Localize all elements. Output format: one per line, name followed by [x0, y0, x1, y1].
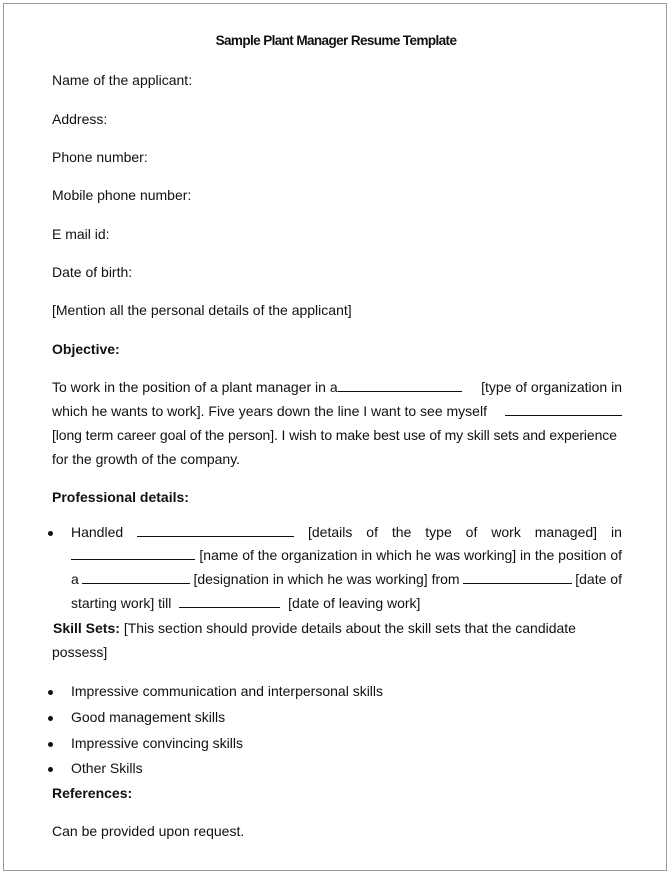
- objective-line-1: [52, 379, 622, 395]
- document-title: Sample Plant Manager Resume Template: [215, 33, 457, 48]
- professional-text-3b: [designation in which he was working] from: [193, 571, 460, 587]
- blank-end-date: [179, 595, 280, 608]
- objective-heading: Objective:: [52, 341, 120, 357]
- skill-item: Other Skills: [71, 760, 143, 776]
- professional-text-4a: starting work] till: [71, 595, 172, 611]
- bullet-dot: [48, 742, 53, 747]
- bullet-dot: [48, 716, 53, 721]
- objective-text-1b: [type of organization in: [481, 379, 622, 395]
- references-heading: References:: [52, 785, 133, 801]
- skills-description-2: possess]: [52, 644, 108, 660]
- word-the: the: [391, 524, 412, 540]
- objective-line-4: for the growth of the company.: [52, 451, 241, 467]
- word-managed: managed]: [534, 524, 598, 540]
- references-text: Can be provided upon request.: [52, 823, 245, 839]
- professional-line-4: [71, 595, 420, 611]
- professional-line-3: [71, 571, 622, 587]
- word-work: work: [491, 524, 521, 540]
- objective-text-2a: which he wants to work]. Five years down the line I want to see myself: [52, 403, 487, 419]
- blank-start-date: [463, 571, 572, 584]
- professional-text-2: [name of the organization in which he was working] in the position of: [199, 547, 622, 563]
- blank-organization-name: [71, 547, 195, 560]
- professional-line-2: [71, 547, 622, 563]
- word-of: of: [465, 524, 478, 540]
- skill-item: Impressive convincing skills: [71, 735, 243, 751]
- field-phone: Phone number:: [52, 149, 148, 165]
- professional-text-4b: [date of leaving work]: [288, 595, 421, 611]
- field-mobile: Mobile phone number:: [52, 187, 192, 203]
- blank-career-goal: [505, 403, 622, 416]
- objective-line-2: [52, 403, 622, 419]
- skills-description-1: [This section should provide details about the skill sets that the candidate: [123, 620, 576, 636]
- word-in: in: [610, 524, 622, 540]
- skills-line-1: [53, 620, 622, 636]
- professional-text-3a: a: [71, 571, 79, 587]
- professional-heading: Professional details:: [52, 489, 189, 505]
- word-handled: Handled: [71, 524, 124, 540]
- bullet-dot: [48, 531, 53, 536]
- blank-designation: [82, 571, 190, 584]
- personal-details-note: [Mention all the personal details of the applicant]: [52, 302, 352, 318]
- field-address: Address:: [52, 111, 108, 127]
- bullet-dot: [48, 690, 53, 695]
- skills-heading: Skill Sets:: [53, 620, 120, 636]
- field-name: Name of the applicant:: [52, 72, 193, 88]
- objective-text-1a: To work in the position of a plant manager in a: [52, 379, 338, 395]
- professional-line-1: [71, 524, 622, 540]
- word-type: type: [425, 524, 452, 540]
- word-details: [details: [308, 524, 353, 540]
- word-of: of: [366, 524, 378, 540]
- field-email: E mail id:: [52, 226, 110, 242]
- objective-line-3: [long term career goal of the person]. I wish to make best use of my skill sets and experience: [52, 427, 617, 443]
- blank-work-managed: [137, 524, 294, 537]
- blank-org-type: [338, 379, 462, 392]
- skill-item: Impressive communication and interpersonal skills: [71, 683, 384, 699]
- skill-item: Good management skills: [71, 709, 226, 725]
- field-dob: Date of birth:: [52, 264, 133, 280]
- professional-text-3c: [date of: [575, 571, 622, 587]
- bullet-dot: [48, 767, 53, 772]
